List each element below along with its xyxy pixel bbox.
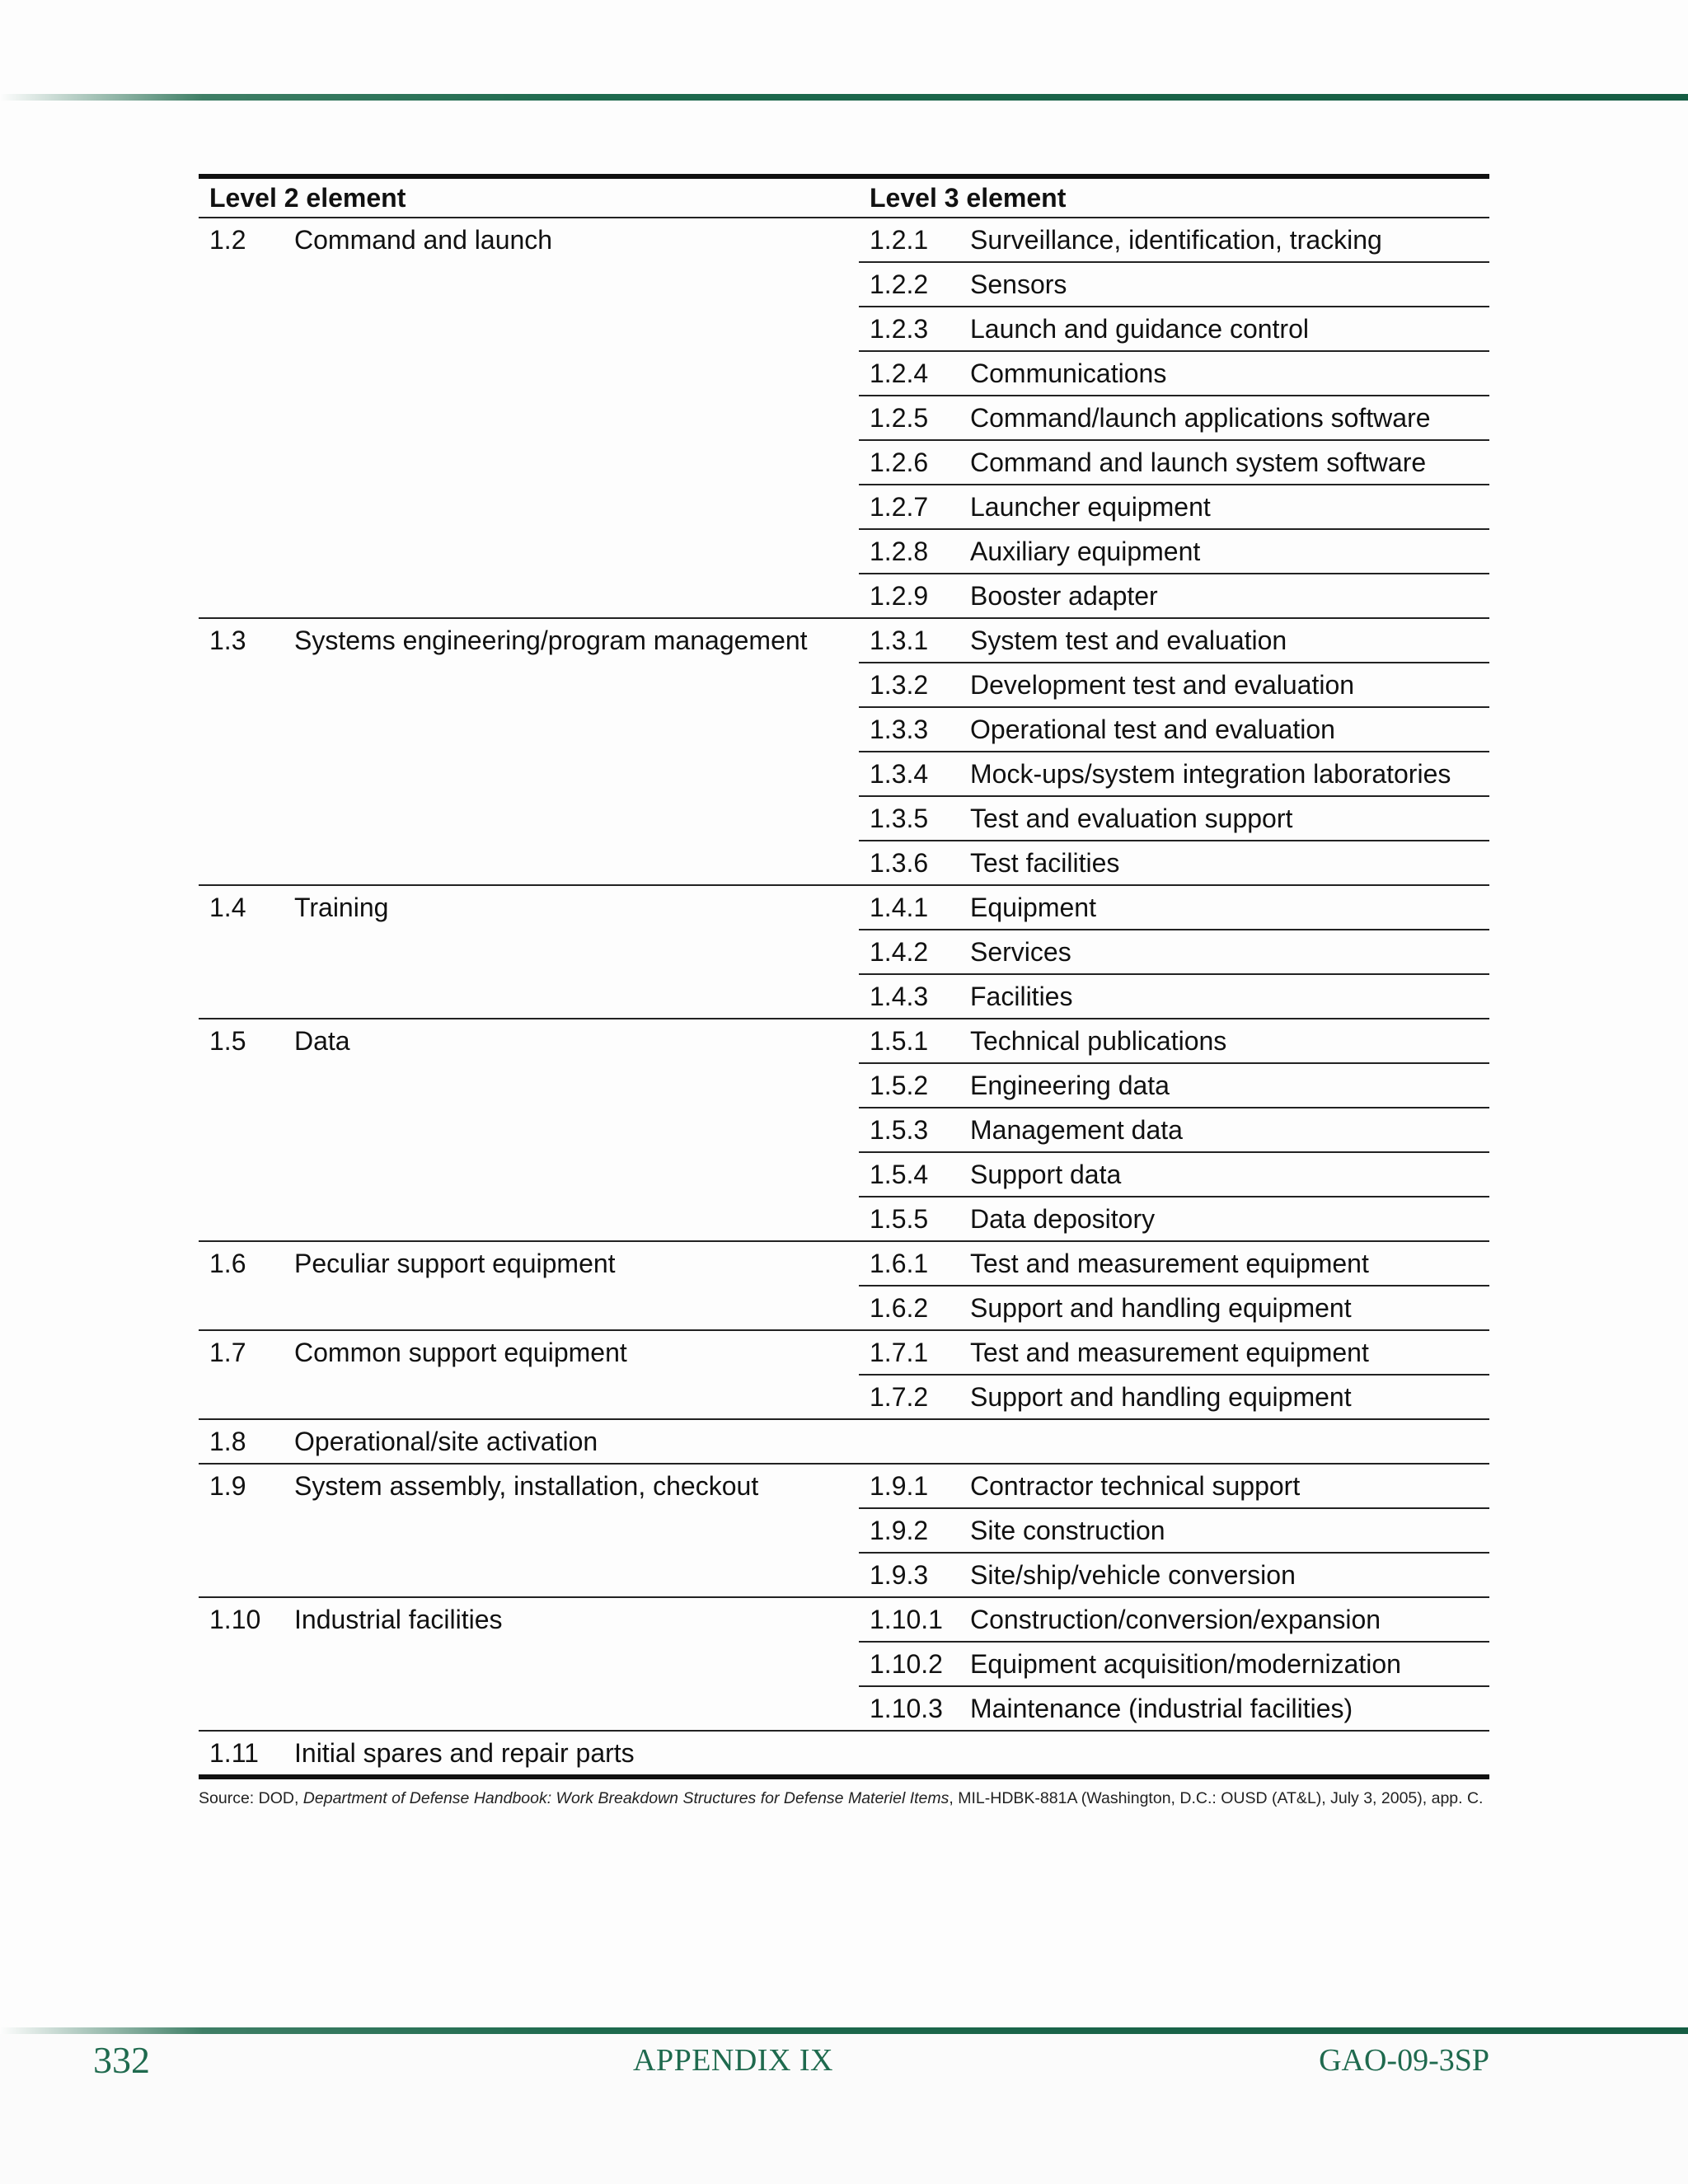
level2-number: 1.10	[209, 1605, 261, 1634]
level3-list	[859, 1019, 1489, 1240]
level3-number: 1.3.6	[870, 848, 929, 878]
level2-element	[199, 1331, 842, 1374]
level3-element	[859, 619, 1489, 663]
level3-number: 1.5.1	[870, 1026, 929, 1056]
level3-element	[859, 218, 1489, 263]
level3-element	[859, 1687, 1489, 1730]
level3-number: 1.7.1	[870, 1338, 929, 1367]
level2-element	[199, 1420, 842, 1463]
table-row-group	[199, 1732, 1489, 1774]
level3-number: 1.9.2	[870, 1516, 929, 1545]
page-footer	[0, 2036, 1688, 2085]
level3-element	[859, 1331, 1489, 1376]
level2-element	[199, 218, 842, 261]
level3-list	[859, 886, 1489, 1018]
level3-element	[859, 307, 1489, 352]
table-row-group	[199, 1242, 1489, 1331]
level3-label: Test and measurement equipment	[970, 1338, 1369, 1367]
level3-element	[859, 797, 1489, 841]
level3-label: Mock-ups/system integration laboratories	[970, 759, 1451, 789]
level3-element	[859, 1376, 1489, 1418]
level2-number: 1.5	[209, 1026, 246, 1056]
level3-label: Management data	[970, 1115, 1183, 1145]
level3-label: Site construction	[970, 1516, 1165, 1545]
level3-label: Command and launch system software	[970, 448, 1427, 477]
level3-number: 1.6.1	[870, 1249, 929, 1278]
level3-number: 1.2.8	[870, 537, 929, 566]
level3-number: 1.5.4	[870, 1160, 929, 1189]
source-note	[199, 1788, 1489, 1809]
header-level3: Level 3 element	[870, 183, 1067, 213]
level3-element	[859, 841, 1489, 884]
table-row-group	[199, 886, 1489, 1019]
level3-label: Test and measurement equipment	[970, 1249, 1369, 1278]
level3-element	[859, 352, 1489, 396]
level3-element	[859, 1643, 1489, 1687]
level3-label: Support data	[970, 1160, 1122, 1189]
level3-label: Site/ship/vehicle conversion	[970, 1560, 1296, 1590]
level2-number: 1.9	[209, 1471, 246, 1501]
table-body	[199, 218, 1489, 1774]
level3-label: Engineering data	[970, 1071, 1170, 1100]
level2-label: Command and launch	[294, 225, 553, 255]
source-title: Department of Defense Handbook: Work Breakdown Structures for Defense Materiel Items	[302, 1789, 950, 1807]
level3-number: 1.9.1	[870, 1471, 929, 1501]
table-row-group	[199, 1465, 1489, 1598]
level3-number: 1.2.3	[870, 314, 929, 344]
level3-element	[859, 930, 1489, 975]
table-row-group	[199, 1420, 1489, 1465]
level3-number: 1.5.2	[870, 1071, 929, 1100]
level3-element	[859, 1108, 1489, 1153]
wbs-table	[199, 174, 1489, 1809]
level3-label: Surveillance, identification, tracking	[970, 225, 1382, 255]
level3-label: Support and handling equipment	[970, 1382, 1352, 1412]
level3-element	[859, 1598, 1489, 1643]
level3-number: 1.6.2	[870, 1293, 929, 1323]
level3-number: 1.10.1	[870, 1605, 943, 1634]
level3-element	[859, 975, 1489, 1018]
level3-label: Maintenance (industrial facilities)	[970, 1694, 1353, 1723]
empty-level3-cell	[859, 1420, 1489, 1463]
level3-number: 1.2.2	[870, 269, 929, 299]
level3-label: Launch and guidance control	[970, 314, 1309, 344]
level3-list	[859, 1732, 1489, 1774]
level3-number: 1.7.2	[870, 1382, 929, 1412]
table-row-group	[199, 1331, 1489, 1420]
level3-label: Equipment acquisition/modernization	[970, 1649, 1401, 1679]
level2-number: 1.2	[209, 225, 246, 255]
empty-level3-cell	[859, 1732, 1489, 1774]
level2-element	[199, 1465, 842, 1507]
level2-label: Training	[294, 893, 389, 922]
level3-element	[859, 396, 1489, 441]
level3-number: 1.5.5	[870, 1204, 929, 1234]
level3-list	[859, 1331, 1489, 1418]
header-rule	[0, 94, 1688, 101]
level3-label: Test and evaluation support	[970, 804, 1293, 833]
level3-label: Test facilities	[970, 848, 1120, 878]
level3-element	[859, 263, 1489, 307]
level3-list	[859, 1420, 1489, 1463]
level3-number: 1.2.7	[870, 492, 929, 522]
level3-number: 1.2.1	[870, 225, 929, 255]
level3-number: 1.5.3	[870, 1115, 929, 1145]
table-header	[199, 179, 1489, 217]
level2-number: 1.7	[209, 1338, 246, 1367]
level3-label: Communications	[970, 359, 1167, 388]
level3-label: Technical publications	[970, 1026, 1227, 1056]
level3-number: 1.3.1	[870, 626, 929, 655]
level3-list	[859, 619, 1489, 884]
level3-element	[859, 1286, 1489, 1329]
level3-element	[859, 1242, 1489, 1286]
level2-label: System assembly, installation, checkout	[294, 1471, 759, 1501]
level3-list	[859, 218, 1489, 617]
level3-number: 1.9.3	[870, 1560, 929, 1590]
level2-element	[199, 619, 842, 662]
table-bottom-rule	[199, 1774, 1489, 1779]
level3-label: Services	[970, 937, 1071, 967]
level3-label: System test and evaluation	[970, 626, 1287, 655]
page-number: 332	[93, 2039, 150, 2081]
level3-element	[859, 1019, 1489, 1064]
level3-label: Development test and evaluation	[970, 670, 1355, 700]
level3-label: Command/launch applications software	[970, 403, 1431, 433]
level3-list	[859, 1242, 1489, 1329]
level3-label: Support and handling equipment	[970, 1293, 1352, 1323]
level3-label: Data depository	[970, 1204, 1156, 1234]
level2-element	[199, 886, 842, 929]
table-row-group	[199, 218, 1489, 619]
level3-number: 1.3.2	[870, 670, 929, 700]
level3-element	[859, 485, 1489, 530]
level3-element	[859, 574, 1489, 617]
level3-label: Construction/conversion/expansion	[970, 1605, 1381, 1634]
level3-number: 1.4.1	[870, 893, 929, 922]
level3-label: Launcher equipment	[970, 492, 1211, 522]
section-label: APPENDIX IX	[633, 2043, 833, 2078]
level2-label: Peculiar support equipment	[294, 1249, 616, 1278]
level2-number: 1.4	[209, 893, 246, 922]
level2-element	[199, 1242, 842, 1285]
level3-number: 1.10.2	[870, 1649, 943, 1679]
level3-label: Operational test and evaluation	[970, 715, 1335, 744]
level3-list	[859, 1465, 1489, 1596]
level2-element	[199, 1732, 842, 1774]
level3-label: Facilities	[970, 982, 1073, 1011]
level2-number: 1.11	[209, 1738, 259, 1768]
level3-list	[859, 1598, 1489, 1730]
level3-element	[859, 1197, 1489, 1240]
level3-number: 1.3.5	[870, 804, 929, 833]
level3-number: 1.10.3	[870, 1694, 943, 1723]
level3-element	[859, 441, 1489, 485]
level2-element	[199, 1598, 842, 1641]
level3-label: Auxiliary equipment	[970, 537, 1201, 566]
level2-number: 1.3	[209, 626, 246, 655]
level3-label: Equipment	[970, 893, 1096, 922]
level3-number: 1.3.3	[870, 715, 929, 744]
source-prefix: Source: DOD,	[199, 1789, 303, 1807]
level3-number: 1.3.4	[870, 759, 929, 789]
level3-number: 1.4.3	[870, 982, 929, 1011]
level3-number: 1.2.5	[870, 403, 929, 433]
level3-element	[859, 1554, 1489, 1596]
level3-label: Contractor technical support	[970, 1471, 1301, 1501]
level2-label: Industrial facilities	[294, 1605, 503, 1634]
footer-rule	[0, 2027, 1688, 2034]
level3-element	[859, 708, 1489, 752]
level3-number: 1.4.2	[870, 937, 929, 967]
level3-number: 1.2.4	[870, 359, 929, 388]
level2-label: Operational/site activation	[294, 1427, 598, 1456]
level3-element	[859, 1153, 1489, 1197]
level3-number: 1.2.9	[870, 581, 929, 611]
level2-number: 1.8	[209, 1427, 246, 1456]
level3-element	[859, 1465, 1489, 1509]
level3-element	[859, 530, 1489, 574]
table-row-group	[199, 1019, 1489, 1242]
header-level2: Level 2 element	[209, 183, 406, 213]
source-suffix: , MIL-HDBK-881A (Washington, D.C.: OUSD (AT&L), July 3, 2005), app. C.	[949, 1789, 1484, 1807]
level3-label: Booster adapter	[970, 581, 1158, 611]
table-row-group	[199, 1598, 1489, 1732]
level3-element	[859, 1064, 1489, 1108]
level2-label: Data	[294, 1026, 350, 1056]
level2-number: 1.6	[209, 1249, 246, 1278]
level3-element	[859, 663, 1489, 708]
level2-label: Systems engineering/program management	[294, 626, 808, 655]
level3-element	[859, 1509, 1489, 1554]
level3-element	[859, 886, 1489, 930]
level3-number: 1.2.6	[870, 448, 929, 477]
level3-element	[859, 752, 1489, 797]
level2-label: Initial spares and repair parts	[294, 1738, 635, 1768]
level3-label: Sensors	[970, 269, 1067, 299]
level2-label: Common support equipment	[294, 1338, 627, 1367]
level2-element	[199, 1019, 842, 1062]
table-row-group	[199, 619, 1489, 886]
document-id: GAO-09-3SP	[1319, 2043, 1489, 2078]
